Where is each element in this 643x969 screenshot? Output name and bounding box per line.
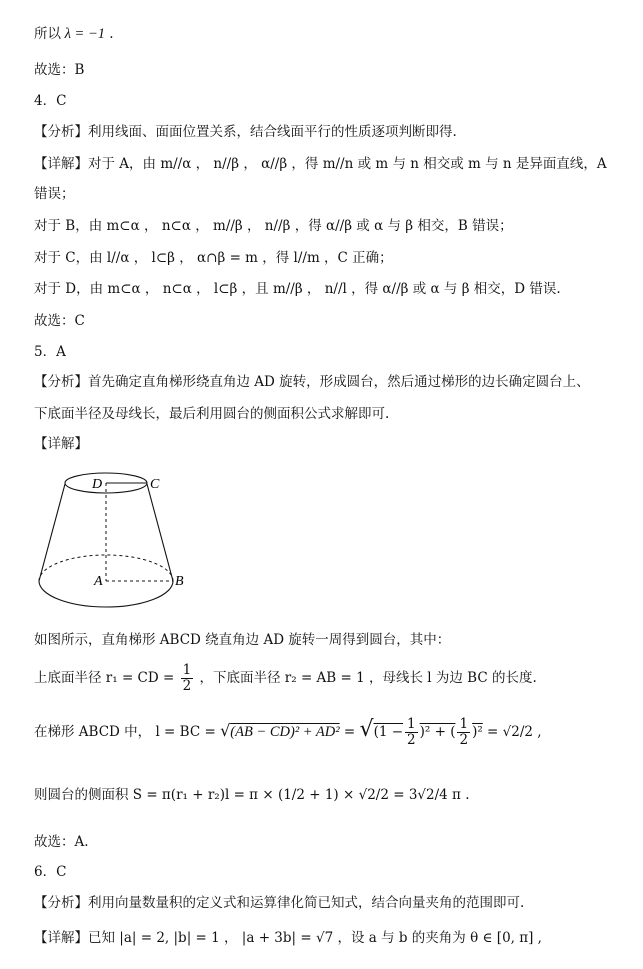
question-number: 4．C bbox=[34, 93, 67, 109]
detail-tag: 【详解】 bbox=[34, 930, 88, 946]
text-line: 下底面半径及母线长，最后利用圆台的侧面积公式求解即可. bbox=[34, 406, 390, 422]
analysis-text: 利用向量数量积的定义式和运算律化简已知式，结合向量夹角的范围即可. bbox=[88, 895, 525, 911]
question-number: 5．A bbox=[34, 344, 66, 360]
text-line: 对于 B，由 m⊂α ， n⊂α ， m//β ， n//β ，得 α//β 或 α 与 β 相交，B 错误； bbox=[34, 218, 513, 234]
fraction-numerator: 1 bbox=[407, 716, 416, 732]
fraction bbox=[457, 717, 470, 748]
equals-sign: = bbox=[343, 724, 356, 740]
analysis-tag: 【分析】 bbox=[34, 895, 88, 911]
detail-tag: 【详解】 bbox=[34, 436, 88, 452]
detail-line bbox=[34, 154, 607, 174]
text-line: 对于 C，由 l//α ， l⊂β ， α∩β = m ，得 l//m ，C 正确； bbox=[34, 250, 393, 266]
expr-part: (1 − bbox=[373, 724, 404, 740]
analysis-text: 首先确定直角梯形绕直角边 AD 旋转，形成圆台，然后通过梯形的边长确定圆台上、 bbox=[88, 374, 590, 390]
fraction bbox=[181, 663, 194, 694]
r1-prefix: 上底面半径 r₁ = CD = bbox=[34, 670, 175, 686]
l-result: = √2/2 , bbox=[487, 724, 542, 740]
choice-line: 故选：A. bbox=[34, 834, 89, 850]
fraction-numerator: 1 bbox=[182, 662, 192, 678]
formula-line bbox=[34, 660, 537, 696]
analysis-line bbox=[34, 372, 590, 392]
s-result: 3√2/4 π . bbox=[408, 787, 470, 803]
analysis-tag: 【分析】 bbox=[34, 124, 88, 140]
s-prefix: 则圆台的侧面积 S = π(r₁ + r₂)l = π × bbox=[34, 787, 274, 803]
text-line: 对于 D，由 m⊂α ， n⊂α ， l⊂β ，且 m//β ， n//l ，得 α//β 或 α 与 β 相交，D 错误. bbox=[34, 281, 561, 297]
analysis-text: 利用线面、面面位置关系，结合线面平行的性质逐项判断即得. bbox=[88, 124, 457, 140]
sqrt-icon: √ bbox=[359, 717, 374, 742]
fraction bbox=[405, 717, 418, 748]
label-C: C bbox=[150, 477, 160, 492]
fraction-denominator: 2 bbox=[459, 732, 469, 748]
expr-part: )² bbox=[472, 724, 483, 740]
sqrt-expression: (AB − CD)² + AD² bbox=[230, 724, 340, 740]
label-A: A bbox=[94, 574, 103, 589]
fraction-denominator: 2 bbox=[182, 678, 192, 694]
detail-text: 已知 |a| = 2, |b| = 1 ， |a + 3b| = √7 ，设 a 与 b 的夹角为 θ ∈ [0, π] , bbox=[88, 930, 542, 946]
text-line: 错误； bbox=[34, 186, 75, 202]
text-line: 所以 λ = −1 . bbox=[34, 26, 114, 42]
right-slant bbox=[147, 484, 173, 581]
detail-tag: 【详解】 bbox=[34, 156, 88, 172]
fraction-denominator: 2 bbox=[407, 732, 416, 748]
choice-line: 故选：C bbox=[34, 313, 85, 329]
expr-part: )² + ( bbox=[419, 724, 456, 740]
label-B: B bbox=[175, 574, 184, 589]
l-prefix: 在梯形 ABCD 中， l = BC = bbox=[34, 724, 216, 740]
left-slant bbox=[39, 484, 65, 581]
analysis-tag: 【分析】 bbox=[34, 374, 88, 390]
frustum-figure bbox=[34, 460, 204, 620]
question-number: 6．C bbox=[34, 864, 67, 880]
r1-suffix: ，下底面半径 r₂ = AB = 1 ，母线长 l 为边 BC 的长度. bbox=[199, 670, 537, 686]
analysis-line bbox=[34, 122, 457, 142]
formula-line bbox=[34, 712, 542, 750]
s-middle: (1/2 + 1) × √2/2 = bbox=[277, 787, 405, 803]
detail-text: 对于 A，由 m//α ， n//β ， α//β ，得 m//n 或 m 与 n 相交或 m 与 n 是异面直线，A bbox=[88, 156, 607, 172]
fraction-numerator: 1 bbox=[459, 716, 469, 732]
choice-line: 故选：B bbox=[34, 62, 85, 78]
detail-line bbox=[34, 928, 542, 948]
text-line: 如图所示，直角梯形 ABCD 绕直角边 AD 旋转一周得到圆台，其中： bbox=[34, 632, 451, 648]
label-D: D bbox=[92, 477, 103, 492]
sqrt-icon: √ bbox=[220, 721, 231, 740]
bottom-ellipse-front bbox=[39, 581, 173, 607]
sqrt-expression-2 bbox=[373, 716, 483, 748]
formula-line bbox=[34, 777, 470, 813]
analysis-line bbox=[34, 893, 524, 913]
